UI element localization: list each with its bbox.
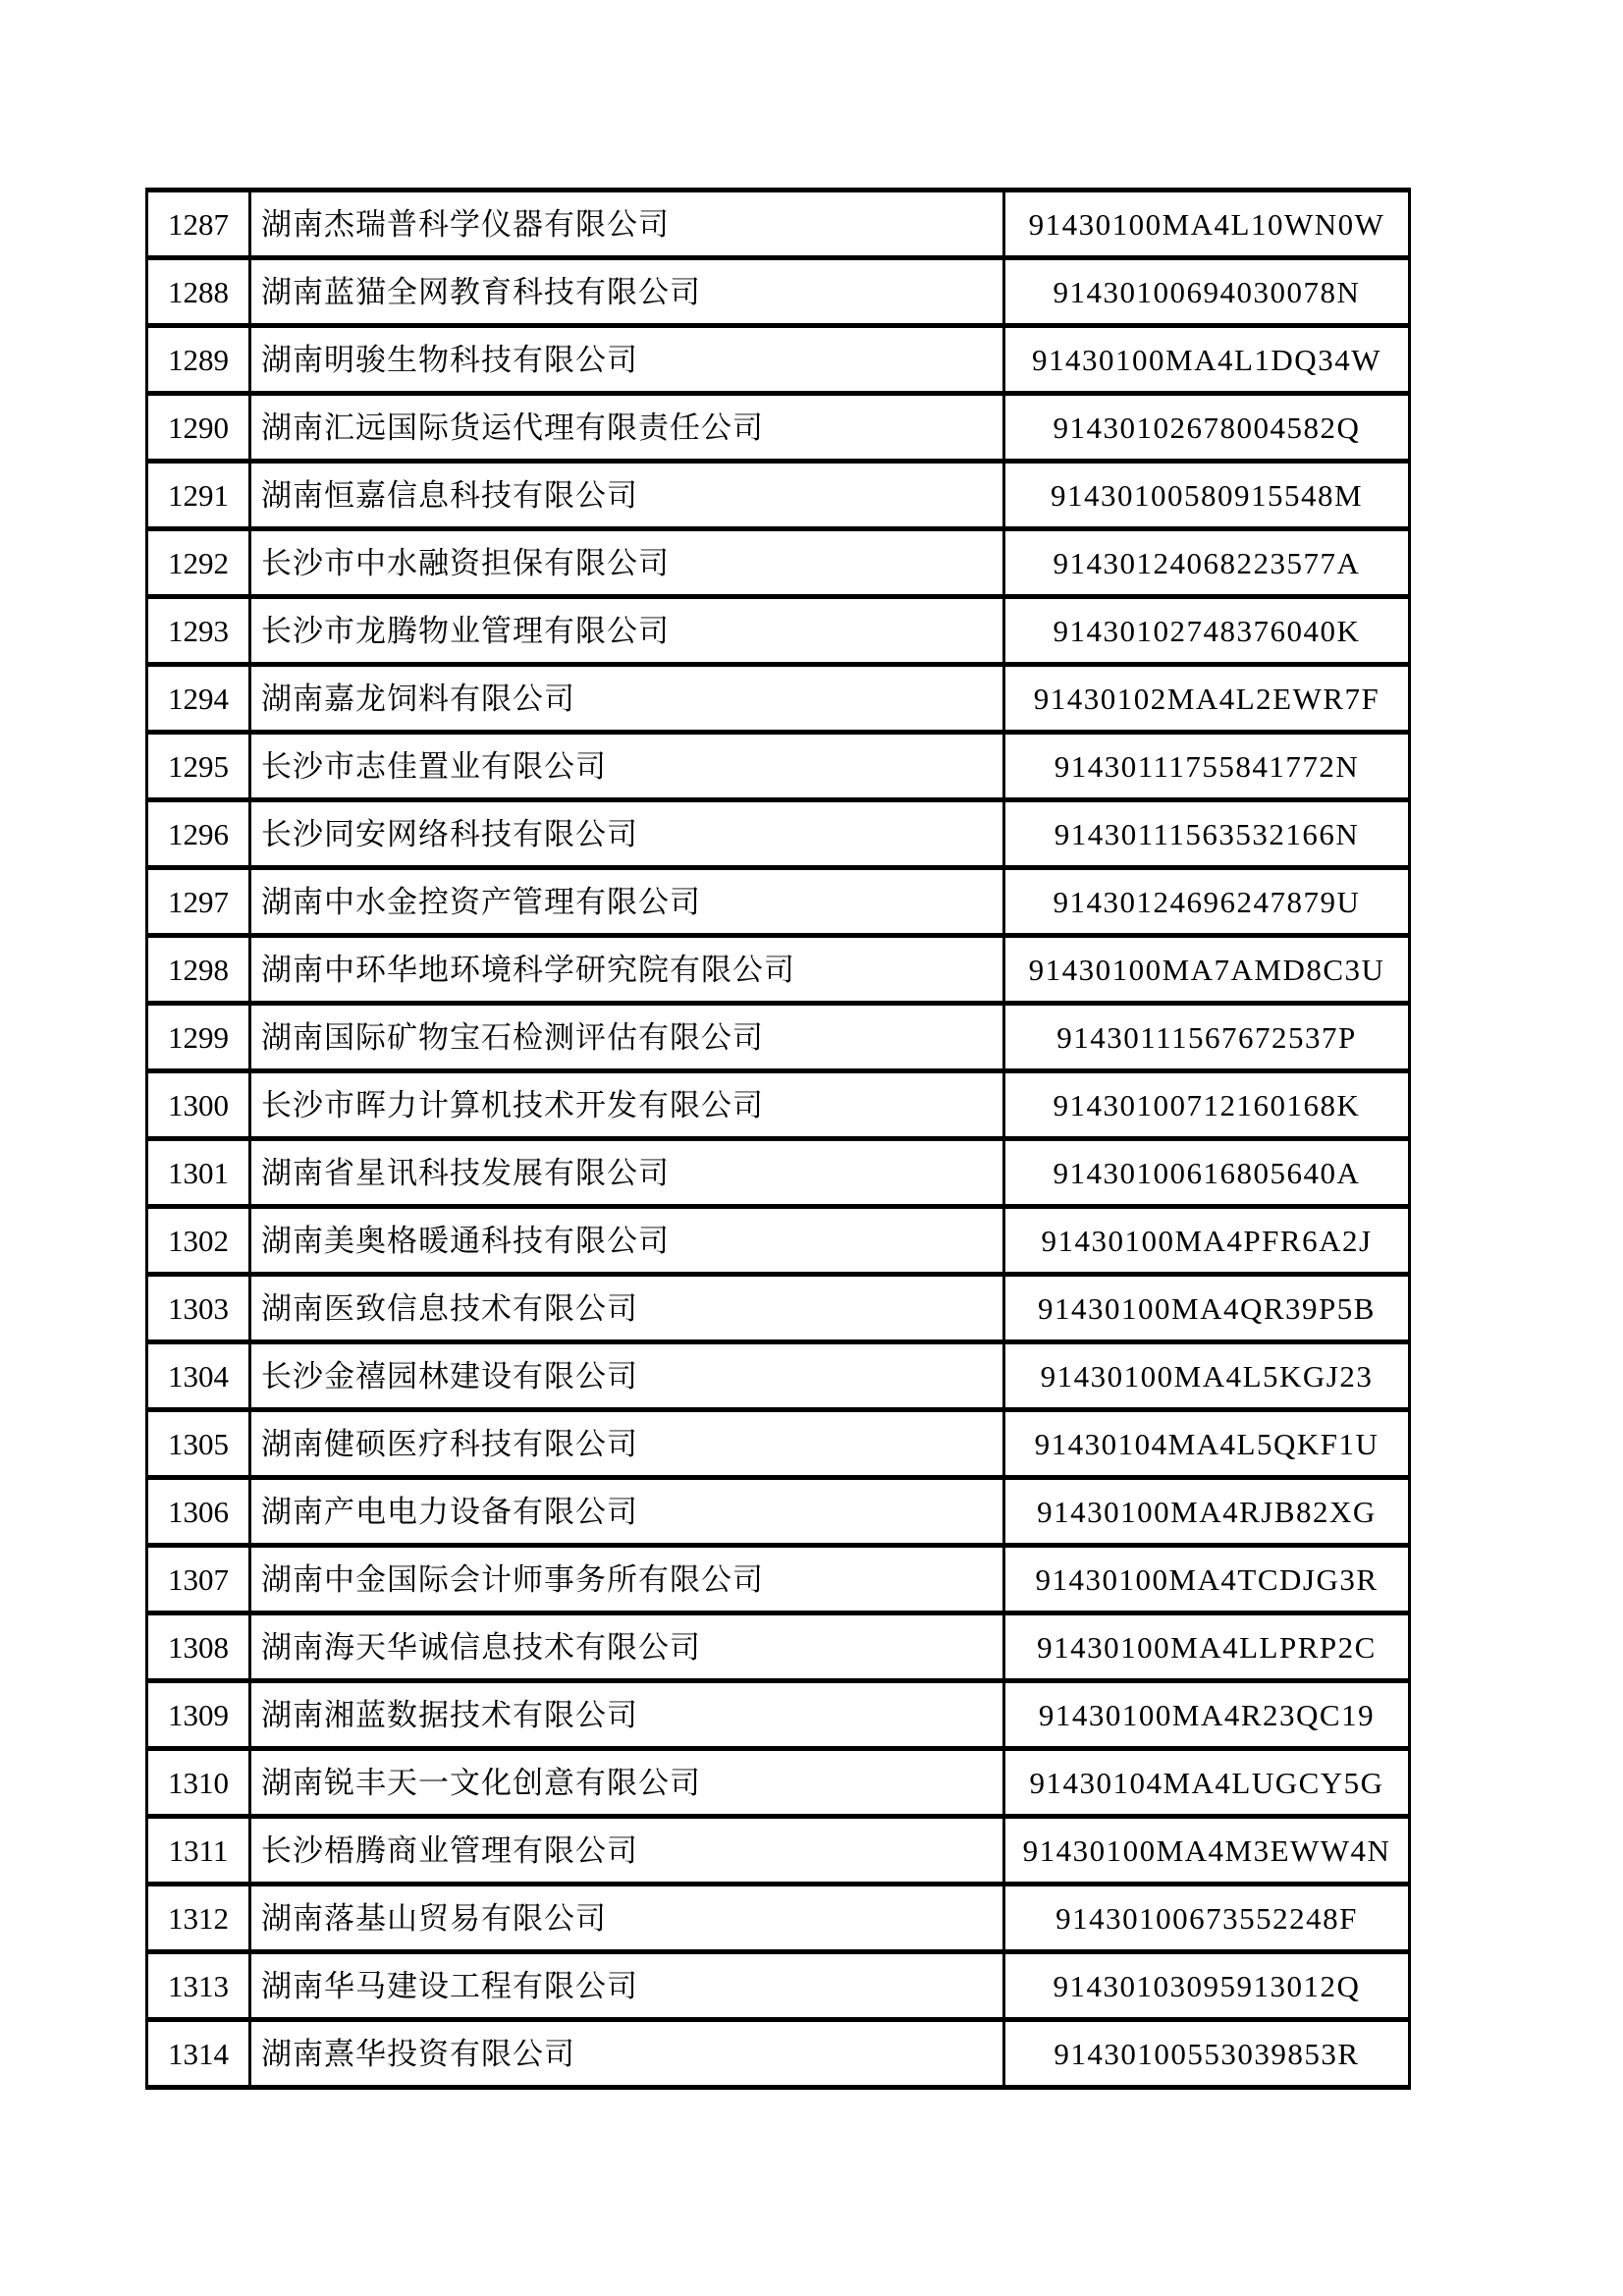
company-name: 湖南锐丰天一文化创意有限公司 <box>250 1749 1004 1817</box>
credit-code: 91430100MA4L10WN0W <box>1004 191 1410 258</box>
table-row <box>147 1817 1410 1885</box>
row-number: 1291 <box>147 462 250 529</box>
row-number: 1300 <box>147 1071 250 1139</box>
company-name: 湖南中金国际会计师事务所有限公司 <box>250 1546 1004 1613</box>
credit-code: 91430111755841772N <box>1004 733 1410 800</box>
credit-code: 91430124696247879U <box>1004 868 1410 936</box>
table-row <box>147 191 1410 258</box>
table-row <box>147 1749 1410 1817</box>
company-name: 湖南汇远国际货运代理有限责任公司 <box>250 394 1004 462</box>
table-row <box>147 258 1410 326</box>
row-number: 1301 <box>147 1139 250 1207</box>
table-row <box>147 665 1410 733</box>
company-name: 湖南省星讯科技发展有限公司 <box>250 1139 1004 1207</box>
company-name: 湖南中水金控资产管理有限公司 <box>250 868 1004 936</box>
row-number: 1287 <box>147 191 250 258</box>
table-row <box>147 326 1410 394</box>
credit-code: 91430102678004582Q <box>1004 394 1410 462</box>
credit-code: 91430100MA4M3EWW4N <box>1004 1817 1410 1885</box>
table-row <box>147 1004 1410 1071</box>
credit-code: 91430100712160168K <box>1004 1071 1410 1139</box>
row-number: 1294 <box>147 665 250 733</box>
row-number: 1298 <box>147 936 250 1004</box>
table-row <box>147 1139 1410 1207</box>
credit-code: 91430100MA4TCDJG3R <box>1004 1546 1410 1613</box>
company-name: 湖南医致信息技术有限公司 <box>250 1275 1004 1342</box>
table-row <box>147 1275 1410 1342</box>
credit-code: 91430104MA4L5QKF1U <box>1004 1410 1410 1478</box>
company-name: 湖南恒嘉信息科技有限公司 <box>250 462 1004 529</box>
row-number: 1303 <box>147 1275 250 1342</box>
company-name: 湖南华马建设工程有限公司 <box>250 1952 1004 2020</box>
credit-code: 91430104MA4LUGCY5G <box>1004 1749 1410 1817</box>
row-number: 1292 <box>147 529 250 597</box>
company-name: 湖南健硕医疗科技有限公司 <box>250 1410 1004 1478</box>
company-name: 长沙梧腾商业管理有限公司 <box>250 1817 1004 1885</box>
company-name: 长沙金禧园林建设有限公司 <box>250 1342 1004 1410</box>
row-number: 1293 <box>147 597 250 665</box>
table-row <box>147 1071 1410 1139</box>
company-name: 湖南嘉龙饲料有限公司 <box>250 665 1004 733</box>
credit-code: 91430100MA4R23QC19 <box>1004 1681 1410 1749</box>
row-number: 1288 <box>147 258 250 326</box>
table-row <box>147 1952 1410 2020</box>
row-number: 1299 <box>147 1004 250 1071</box>
row-number: 1309 <box>147 1681 250 1749</box>
credit-code: 91430100553039853R <box>1004 2020 1410 2088</box>
credit-code: 91430100673552248F <box>1004 1885 1410 1952</box>
company-name: 湖南美奥格暖通科技有限公司 <box>250 1207 1004 1275</box>
company-name: 长沙市晖力计算机技术开发有限公司 <box>250 1071 1004 1139</box>
credit-code: 91430100616805640A <box>1004 1139 1410 1207</box>
credit-code: 91430100580915548M <box>1004 462 1410 529</box>
company-name: 湖南落基山贸易有限公司 <box>250 1885 1004 1952</box>
credit-code: 91430100694030078N <box>1004 258 1410 326</box>
credit-code: 91430111567672537P <box>1004 1004 1410 1071</box>
credit-code: 91430100MA4L1DQ34W <box>1004 326 1410 394</box>
company-name: 湖南中环华地环境科学研究院有限公司 <box>250 936 1004 1004</box>
row-number: 1307 <box>147 1546 250 1613</box>
company-name: 湖南明骏生物科技有限公司 <box>250 326 1004 394</box>
table-row <box>147 1207 1410 1275</box>
table-row <box>147 1613 1410 1681</box>
company-table-body <box>147 191 1410 2088</box>
row-number: 1306 <box>147 1478 250 1546</box>
credit-code: 91430103095913012Q <box>1004 1952 1410 2020</box>
credit-code: 91430102MA4L2EWR7F <box>1004 665 1410 733</box>
table-row <box>147 1478 1410 1546</box>
row-number: 1311 <box>147 1817 250 1885</box>
company-name: 长沙市中水融资担保有限公司 <box>250 529 1004 597</box>
row-number: 1304 <box>147 1342 250 1410</box>
table-row <box>147 868 1410 936</box>
company-name: 长沙市志佳置业有限公司 <box>250 733 1004 800</box>
row-number: 1302 <box>147 1207 250 1275</box>
table-row <box>147 1342 1410 1410</box>
company-name: 湖南湘蓝数据技术有限公司 <box>250 1681 1004 1749</box>
table-row <box>147 1410 1410 1478</box>
credit-code: 91430100MA4RJB82XG <box>1004 1478 1410 1546</box>
table-row <box>147 1681 1410 1749</box>
credit-code: 91430102748376040K <box>1004 597 1410 665</box>
company-name: 湖南海天华诚信息技术有限公司 <box>250 1613 1004 1681</box>
table-row <box>147 1885 1410 1952</box>
row-number: 1314 <box>147 2020 250 2088</box>
row-number: 1296 <box>147 800 250 868</box>
company-name: 湖南杰瑞普科学仪器有限公司 <box>250 191 1004 258</box>
company-name: 长沙市龙腾物业管理有限公司 <box>250 597 1004 665</box>
row-number: 1295 <box>147 733 250 800</box>
table-row <box>147 529 1410 597</box>
table-row <box>147 733 1410 800</box>
credit-code: 91430100MA4PFR6A2J <box>1004 1207 1410 1275</box>
row-number: 1305 <box>147 1410 250 1478</box>
credit-code: 91430100MA7AMD8C3U <box>1004 936 1410 1004</box>
table-row <box>147 597 1410 665</box>
company-name: 湖南产电电力设备有限公司 <box>250 1478 1004 1546</box>
credit-code: 91430100MA4QR39P5B <box>1004 1275 1410 1342</box>
row-number: 1308 <box>147 1613 250 1681</box>
row-number: 1312 <box>147 1885 250 1952</box>
table-row <box>147 1546 1410 1613</box>
company-name: 湖南国际矿物宝石检测评估有限公司 <box>250 1004 1004 1071</box>
company-name: 湖南蓝猫全网教育科技有限公司 <box>250 258 1004 326</box>
table-row <box>147 394 1410 462</box>
credit-code: 91430100MA4LLPRP2C <box>1004 1613 1410 1681</box>
row-number: 1297 <box>147 868 250 936</box>
row-number: 1313 <box>147 1952 250 2020</box>
row-number: 1290 <box>147 394 250 462</box>
company-name: 长沙同安网络科技有限公司 <box>250 800 1004 868</box>
table-row <box>147 936 1410 1004</box>
company-table <box>145 188 1411 2090</box>
row-number: 1289 <box>147 326 250 394</box>
table-row <box>147 800 1410 868</box>
credit-code: 91430100MA4L5KGJ23 <box>1004 1342 1410 1410</box>
credit-code: 91430111563532166N <box>1004 800 1410 868</box>
company-name: 湖南熹华投资有限公司 <box>250 2020 1004 2088</box>
credit-code: 91430124068223577A <box>1004 529 1410 597</box>
table-row <box>147 462 1410 529</box>
table-row <box>147 2020 1410 2088</box>
row-number: 1310 <box>147 1749 250 1817</box>
